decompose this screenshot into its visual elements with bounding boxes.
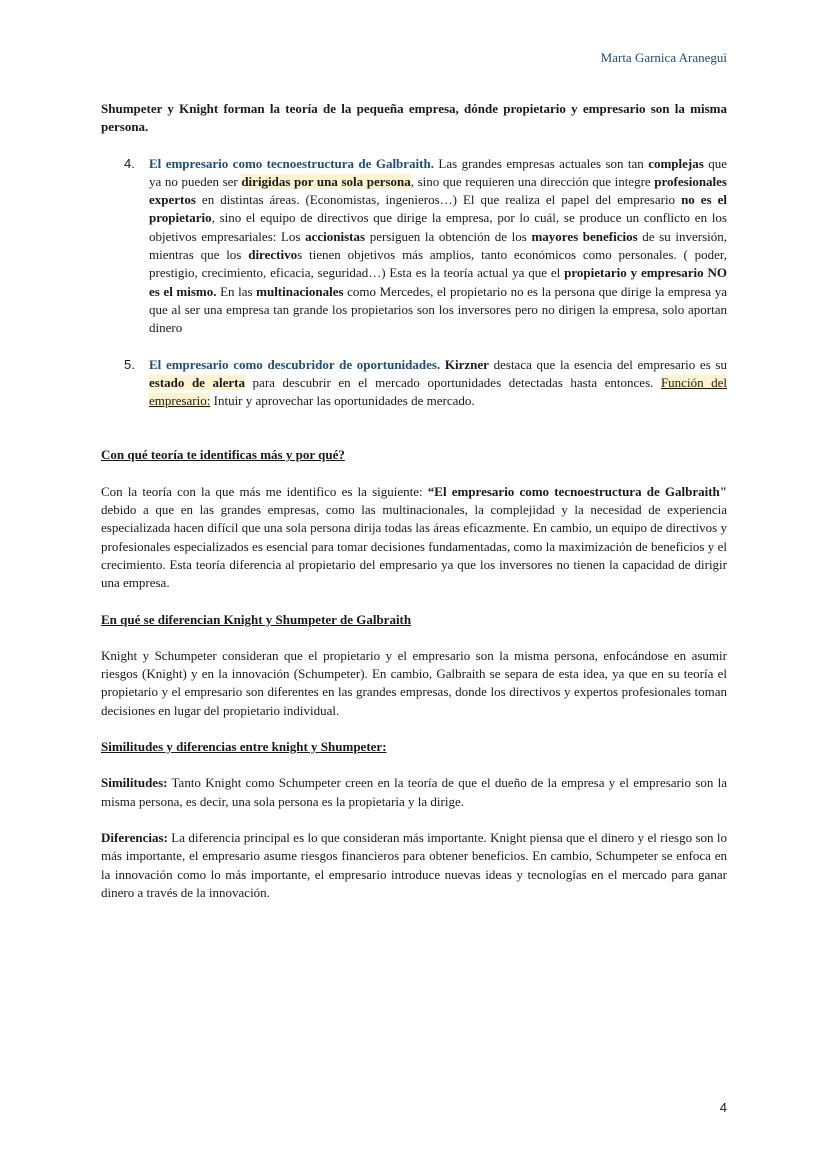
item-text: , sino que requieren una dirección que integre [410, 173, 655, 189]
item-text: como Mercedes, el propietario no es la persona que dirige la empresa ya que al ser una empresa tan grande los propietarios son los inversores pero no dirigen la empresa, solo aportan dinero [149, 283, 727, 336]
item-highlight: dirigidas por una sola persona [241, 173, 411, 189]
section-heading: Con qué teoría te identificas más y por qué? [101, 447, 345, 463]
intro-paragraph: Shumpeter y Knight forman la teoría de la pequeña empresa, dónde propietario y empresario son la misma persona. [101, 101, 727, 135]
page-number: 4 [719, 1100, 727, 1115]
item-text: , sino el equipo de directivos que dirige la empresa, por lo cuál, se produce un conflicto en los objetivos empresariales: Los [149, 210, 727, 244]
list-number: 5. [124, 356, 135, 372]
paragraph-text: La diferencia principal es lo que consideran más importante. Knight piensa que el dinero y el riesgo son lo más importante, el empresario asume riesgos financieros para obtener beneficios. En cambio, Schumpeter se enfoca en la innovación como lo más importante, el empresario introduce nuevas ideas y tecnologías en el mercado para ganar dinero a través de la innovación. [101, 829, 727, 900]
item-underline: Función del empresario: [149, 374, 728, 409]
item-bold: complejas [648, 155, 704, 171]
item-text: persiguen la obtención de los [365, 228, 532, 244]
author-header: Marta Garnica Araneguì [600, 50, 727, 65]
item-bold: profesionales expertos [149, 173, 727, 208]
item-bold: Kirzner [444, 356, 489, 372]
section-heading: En qué se diferencian Knight y Shumpeter de Galbraith [101, 611, 412, 627]
item-text: destaca que la esencia del empresario es su [488, 356, 727, 372]
item-bold: accionistas [305, 228, 366, 244]
paragraph-label: Diferencias: [101, 829, 168, 845]
section-paragraph: Knight y Schumpeter consideran que el propietario y el empresario son la misma persona, enfocándose en asumir riesgos (Knight) y en la innovación (Schumpeter). En cambio, Galbraith se separa de esta idea, ya que en su teoría el propietario y el empresario son diferentes en las grandes empresas, donde los directivos y expertos profesionales toman decisiones en lugar del propietario individual. [101, 647, 727, 718]
list-item [124, 155, 727, 338]
item-bold: multinacionales [256, 283, 344, 299]
item-text: para descubrir en el mercado oportunidades detectadas hasta entonces. [245, 374, 661, 390]
numbered-list [101, 155, 727, 411]
item-bold: propietario y empresario NO es el mismo. [149, 265, 727, 299]
item-text: s tienen objetivos más amplios, tanto económicos como personales. ( poder, prestigio, crecimiento, eficacia, seguridad…) Esta es la teoría actual ya que el [149, 247, 727, 281]
document-body [101, 100, 727, 902]
item-text: Las grandes empresas actuales son tan [433, 155, 649, 171]
item-title: El empresario como descubridor de oportunidades. [149, 356, 441, 372]
item-bold: no es el propietario [149, 192, 727, 226]
item-text: que ya no pueden ser [149, 155, 727, 189]
item-text: Intuir y aprovechar las oportunidades de mercado. [210, 393, 475, 409]
differences-paragraph [101, 829, 727, 902]
list-item [124, 356, 728, 411]
item-bold: directivo [248, 247, 298, 263]
item-text: de su inversión, mientras que los [149, 228, 727, 263]
paragraph-text: Con la teoría con la que más me identifico es la siguiente: [101, 483, 428, 499]
item-text: En las [216, 283, 257, 299]
paragraph-text: Tanto Knight como Schumpeter creen en la teoría de que el dueño de la empresa y el empresario son la misma persona, es decir, una sola persona es la propietaria y la dirige. [101, 775, 727, 809]
section-paragraph [101, 483, 727, 593]
item-text: en distintas áreas. (Economistas, ingenieros…) El que realiza el papel del empresario [195, 192, 682, 208]
section-heading: Similitudes y diferencias entre knight y Shumpeter: [101, 739, 387, 755]
item-highlight: estado de alerta [149, 374, 245, 390]
similarities-paragraph [101, 774, 727, 811]
paragraph-label: Similitudes: [101, 775, 168, 791]
list-number: 4. [124, 155, 135, 171]
item-title: El empresario como tecnoestructura de Galbraith. [149, 155, 434, 171]
item-bold: mayores beneficios [531, 228, 638, 244]
paragraph-text: debido a que en las grandes empresas, como las multinacionales, la complejidad y la necesidad de experiencia especializada hacen difícil que una sola persona dirija todas las áreas eficazmente. En cambio, un equipo de directivos y profesionales especializados es esencial para tomar decisiones fundamentadas, como la maximización de beneficios y el crecimiento. Esta teoría diferencia al propietario del empresario ya que los inversores no tienen la capacidad de dirigir una empresa. [101, 502, 727, 591]
paragraph-bold: “El empresario como tecnoestructura de Galbraith" [427, 483, 727, 499]
